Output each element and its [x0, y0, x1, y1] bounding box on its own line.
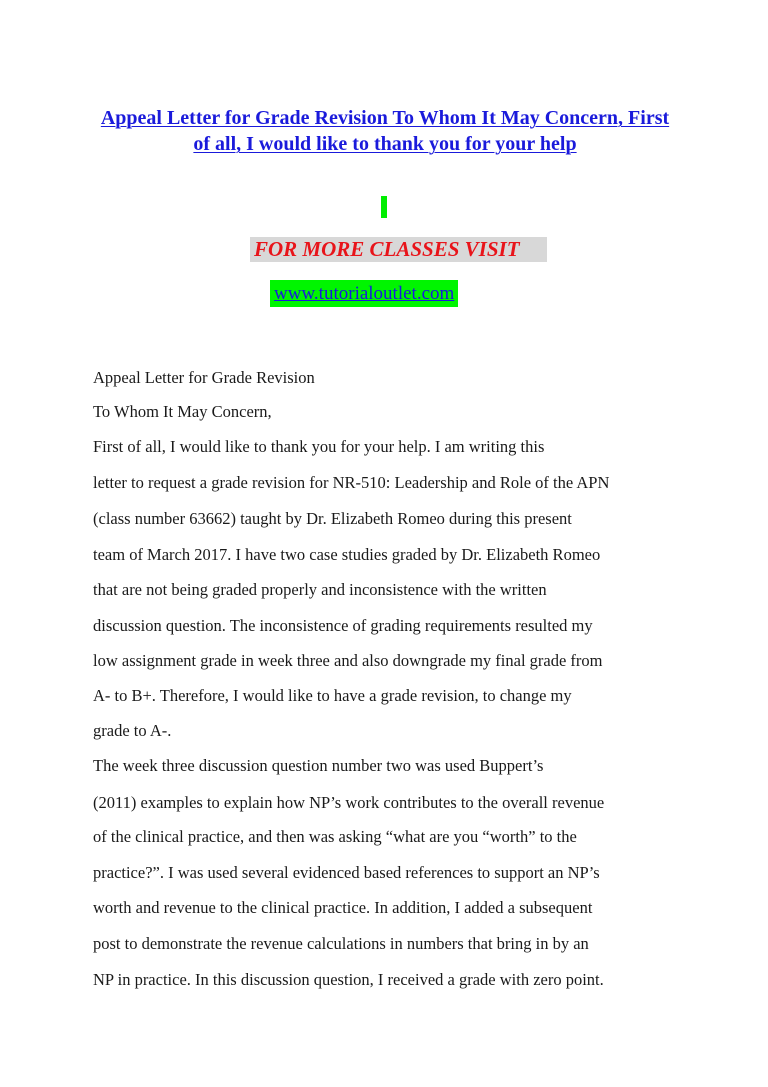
body-line: A- to B+. Therefore, I would like to have a grade revision, to change my: [93, 686, 572, 705]
body-line: discussion question. The inconsistence of grading requirements resulted my: [93, 616, 593, 635]
body-line: of the clinical practice, and then was asking “what are you “worth” to the: [93, 827, 577, 846]
body-line: NP in practice. In this discussion question, I received a grade with zero point.: [93, 970, 604, 989]
body-line: low assignment grade in week three and also downgrade my final grade from: [93, 651, 603, 670]
body-line: practice?”. I was used several evidenced based references to support an NP’s: [93, 863, 600, 882]
document-title[interactable]: Appeal Letter for Grade Revision To Whom It May Concern, First of all, I would like to thank you for your help: [100, 107, 670, 155]
body-line: that are not being graded properly and inconsistence with the written: [93, 580, 547, 599]
body-line: worth and revenue to the clinical practice. In addition, I added a subsequent: [93, 898, 593, 917]
body-line: (class number 63662) taught by Dr. Elizabeth Romeo during this present: [93, 509, 572, 528]
body-line: First of all, I would like to thank you for your help. I am writing this: [93, 437, 545, 456]
site-link[interactable]: www.tutorialoutlet.com: [270, 280, 458, 307]
body-line: grade to A-.: [93, 721, 172, 740]
text-cursor-marker: [381, 196, 387, 218]
body-line: team of March 2017. I have two case studies graded by Dr. Elizabeth Romeo: [93, 545, 601, 564]
body-line: The week three discussion question number two was used Buppert’s: [93, 756, 544, 775]
body-line: (2011) examples to explain how NP’s work contributes to the overall revenue: [93, 793, 605, 812]
body-line: To Whom It May Concern,: [93, 402, 272, 421]
body-line: letter to request a grade revision for NR-510: Leadership and Role of the APN: [93, 473, 610, 492]
body-line: post to demonstrate the revenue calculations in numbers that bring in by an: [93, 934, 589, 953]
body-line: Appeal Letter for Grade Revision: [93, 368, 315, 387]
promo-text: FOR MORE CLASSES VISIT: [254, 237, 520, 261]
